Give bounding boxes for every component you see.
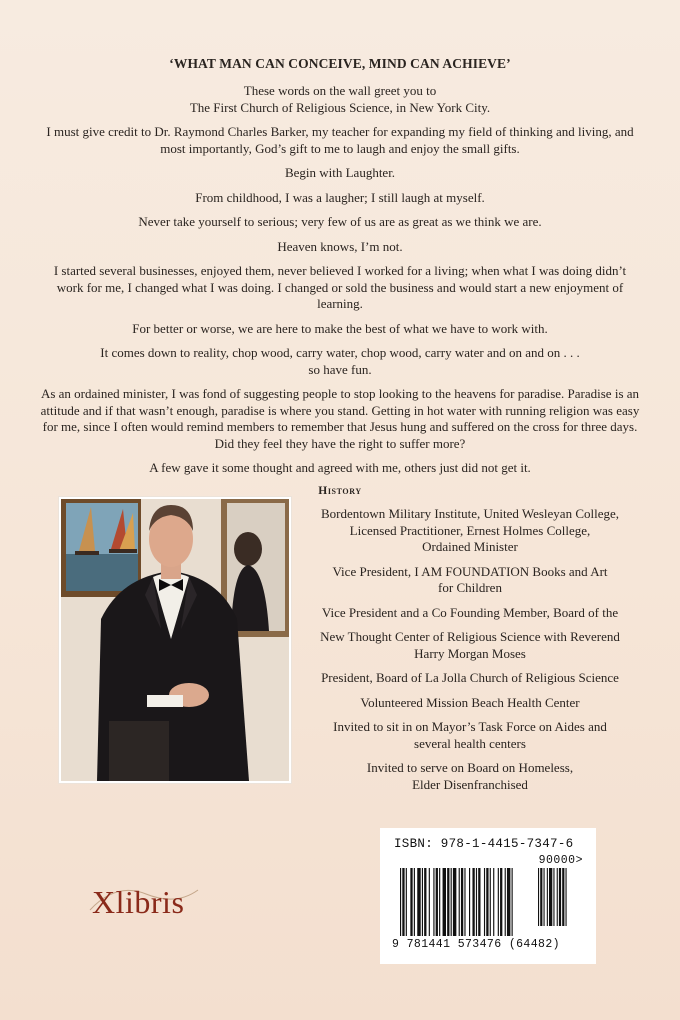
barcode-bar	[402, 868, 404, 936]
statement-paragraph: These words on the wall greet you to The First Church of Religious Science, in New York City.	[189, 83, 491, 115]
quote-heading: ‘WHAT MAN CAN CONCEIVE, MIND CAN ACHIEVE’	[169, 56, 511, 71]
barcode-addon-bar	[544, 868, 545, 926]
barcode-addon-bar	[557, 868, 558, 926]
history-item: Volunteered Mission Beach Health Center	[360, 694, 580, 710]
barcode-addon-bar	[540, 868, 542, 926]
barcode-bar	[486, 868, 488, 936]
barcode-addon-bar	[547, 868, 548, 926]
statement-paragraph: Never take yourself to serious; very few of us are as great as we think we are.	[138, 214, 542, 229]
barcode-bar	[459, 868, 460, 936]
history-item: President, Board of La Jolla Church of Religious Science	[321, 670, 619, 685]
barcode-bar	[472, 868, 474, 936]
author-photo-image	[61, 499, 289, 781]
statement-paragraph: For better or worse, we are here to make the best of what we have to work with.	[132, 320, 548, 336]
barcode-addon-bar	[566, 868, 567, 926]
barcode-bar	[400, 868, 401, 936]
statement-paragraphs	[40, 83, 640, 477]
barcode-bar	[433, 868, 434, 936]
barcode-bar	[490, 868, 491, 936]
barcode-bars	[400, 868, 580, 940]
isbn-label: ISBN: 978-1-4415-7347-6	[394, 837, 574, 851]
barcode-bar	[476, 868, 477, 936]
barcode-bar	[447, 868, 449, 936]
barcode-bar	[453, 868, 456, 936]
statement-paragraph: As an ordained minister, I was fond of suggesting people to stop looking to the heavens for paradise. Paradise is an attitude and if that wasn’t enough, paradise is where you stand. Getting in hot water with running religion was easy for me, since I often would remind members to remember that Jesus hung and suffered on the cross for three days. Did they feel they have the right to suffer more?	[40, 386, 640, 451]
history-item: Bordentown Military Institute, United Wesleyan College, Licensed Practitioner, Ernest Holmes College, Ordained Minister	[320, 506, 620, 554]
barcode-bar	[414, 868, 415, 936]
barcode-bar	[507, 868, 510, 936]
statement-paragraph: Heaven knows, I’m not.	[277, 238, 403, 254]
author-statement	[40, 56, 640, 497]
barcode-bar	[505, 868, 506, 936]
barcode-bar	[439, 868, 440, 936]
barcode-bar	[422, 868, 423, 936]
publisher-logo: Xlibris	[92, 884, 185, 920]
isbn-addon: 90000>	[538, 854, 583, 867]
author-photo	[59, 497, 291, 783]
history-item: Vice President, I AM FOUNDATION Books and Art for Children	[332, 563, 608, 595]
barcode-bar	[493, 868, 494, 936]
barcode-bar	[484, 868, 485, 936]
history-item: Invited to serve on Board on Homeless, Elder Disenfranchised	[366, 760, 574, 792]
barcode-bar	[464, 868, 465, 936]
history-heading: History	[318, 484, 362, 497]
barcode-bar	[478, 868, 480, 936]
statement-paragraph: I must give credit to Dr. Raymond Charles Barker, my teacher for expanding my field of thinking and living, and most importantly, God’s gift to me to laugh and enjoy the small gifts.	[46, 124, 634, 156]
statement-paragraph: It comes down to reality, chop wood, carry water, chop wood, carry water and on and on . . . so have fun.	[100, 345, 580, 377]
barcode-bar	[417, 868, 420, 936]
barcode-addon-bar	[549, 868, 552, 926]
history-item: New Thought Center of Religious Science with Reverend Harry Morgan Moses	[320, 629, 620, 661]
barcode-bar	[424, 868, 426, 936]
barcode-bar	[436, 868, 438, 936]
history-list	[300, 506, 640, 801]
barcode-bar	[451, 868, 452, 936]
barcode-bar	[469, 868, 470, 936]
history-item: Invited to sit in on Mayor’s Task Force on Aides and several health centers	[333, 719, 607, 751]
statement-paragraph: A few gave it some thought and agreed with me, others just did not get it.	[149, 460, 531, 475]
statement-paragraph: Begin with Laughter.	[284, 165, 396, 180]
barcode-addon-bar	[559, 868, 561, 926]
barcode-addon-bar	[538, 868, 539, 926]
barcode-bar	[410, 868, 412, 936]
barcode-bar	[512, 868, 513, 936]
barcode-digits: 9 781441 573476 (64482)	[392, 938, 560, 951]
barcode-bar	[498, 868, 499, 936]
history-item: Vice President and a Co Founding Member, Board of the	[321, 604, 619, 620]
statement-paragraph: From childhood, I was a laugher; I still laugh at myself.	[195, 189, 485, 205]
barcode-bar	[500, 868, 502, 936]
barcode-bar	[429, 868, 430, 936]
statement-paragraph: I started several businesses, enjoyed them, never believed I worked for a living; when what I was doing didn’t work for me, I changed what I was doing. I changed or sold the business and would start a new enjoyment of learning.	[53, 263, 627, 311]
barcode-bar	[443, 868, 446, 936]
barcode-bar	[461, 868, 463, 936]
isbn-barcode	[380, 828, 596, 964]
barcode-addon-bar	[553, 868, 554, 926]
barcode-bar	[406, 868, 407, 936]
barcode-addon-bar	[562, 868, 564, 926]
